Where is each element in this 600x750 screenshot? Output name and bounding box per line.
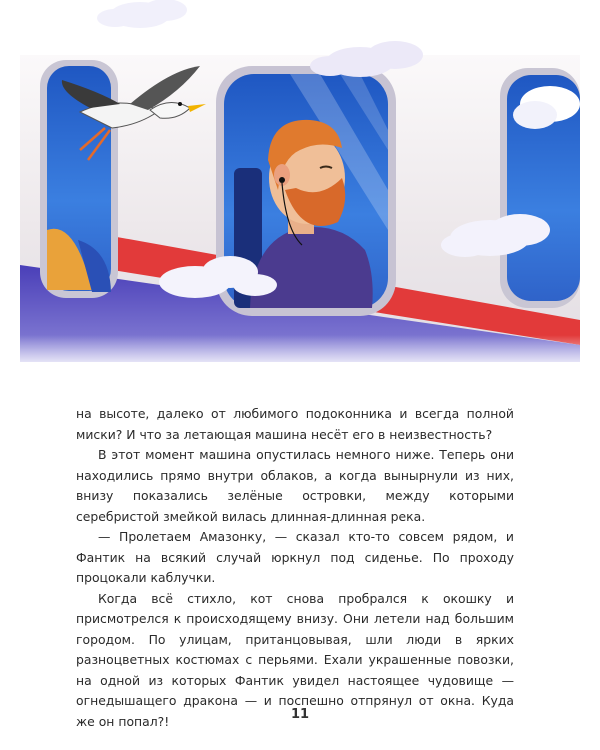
airplane-illustration [20, 0, 580, 370]
airplane-scene [20, 0, 580, 370]
paragraph: Когда всё стихло, кот снова пробрался к окошку и присмотрелся к происходящему внизу. Они летели над большим городом. По улицам, пританцовывая, шли люди в ярких разноцветных костюмах с перьями. Ехали украшенные повозки, на одной из которых Фантик увидел настоящее чудовище — огнедышащего дракона — и поспешно отпрянул от окна. Куда же он попал?! [76, 590, 514, 729]
page-number: 11 [290, 707, 310, 722]
paragraph: В этот момент машина опустилась немного ниже. Теперь они находились прямо внутри облаков, а когда вынырнули из них, внизу показались зелёные островки, между которыми серебристой змейкой вилась длинная-длинная река. [76, 447, 514, 524]
airplane-window-right-icon [500, 68, 580, 308]
paragraph: на высоте, далеко от любимого подоконника и всегда полной миски? И что за летающая машина несёт его в неизвестность? [76, 406, 514, 442]
cloud-icon [97, 0, 187, 28]
story-text [76, 404, 514, 732]
paragraph: — Пролетаем Амазонку, — сказал кто-то совсем рядом, и Фантик на всякий случай юркнул под сиденье. По проходу процокали каблучки. [76, 529, 514, 585]
